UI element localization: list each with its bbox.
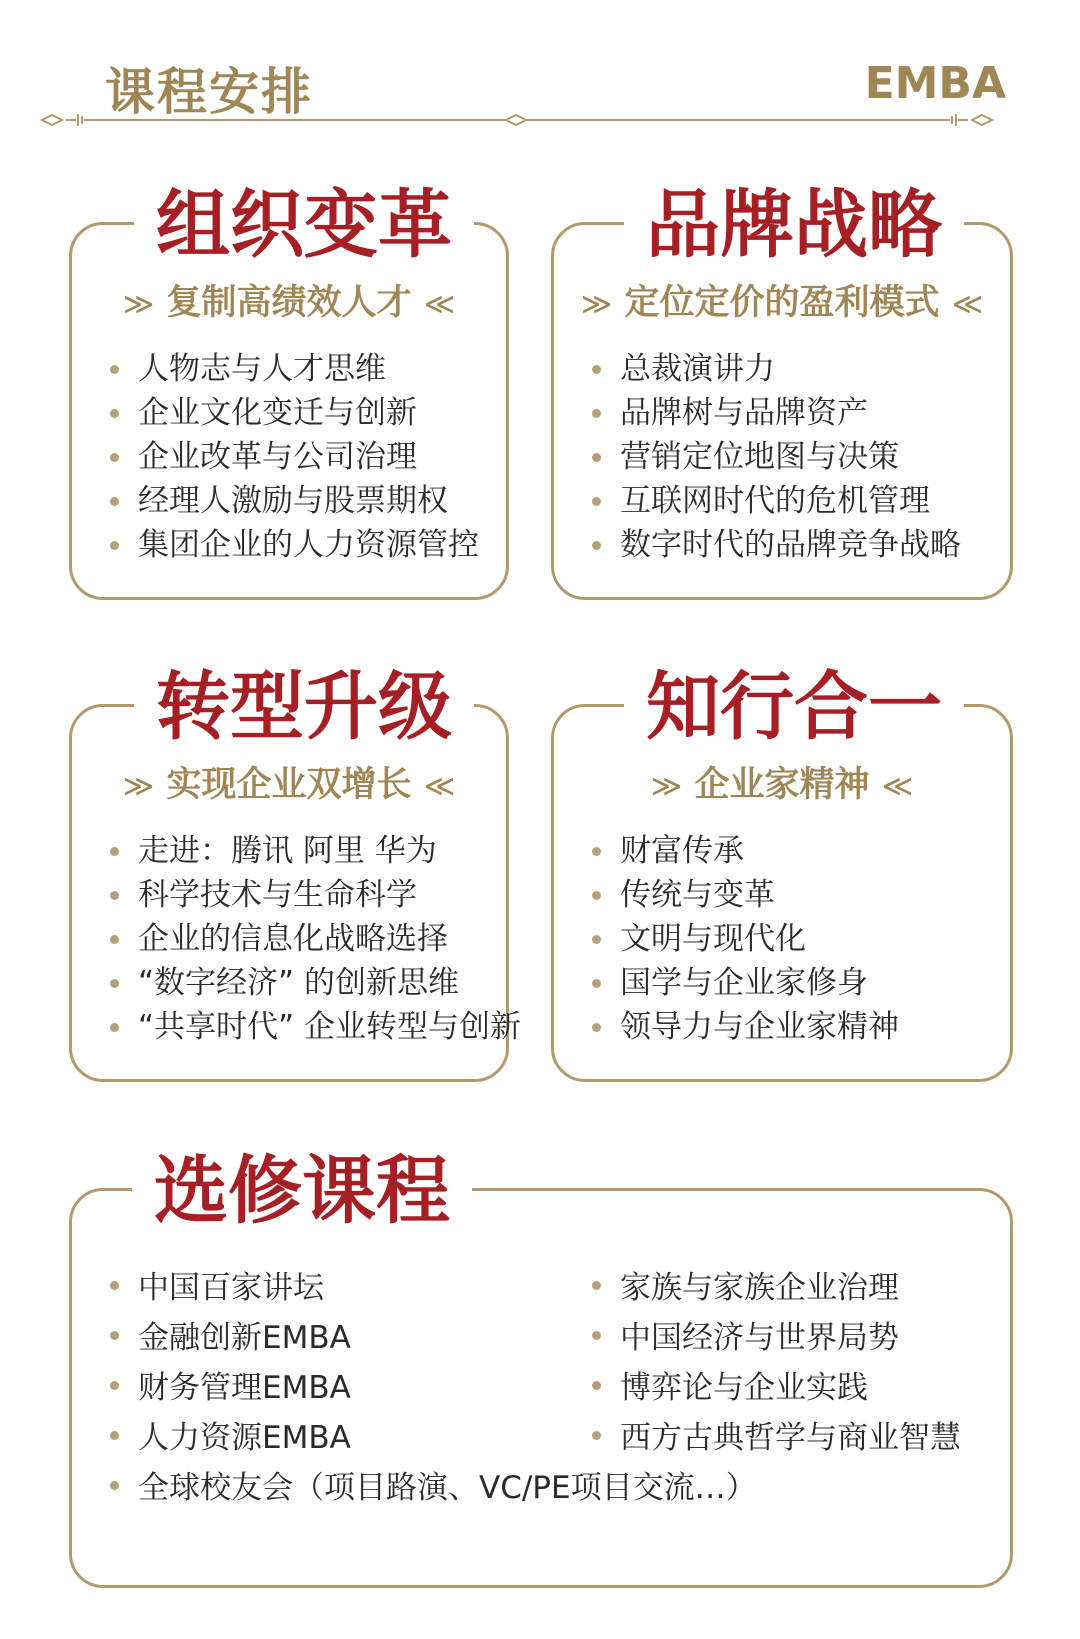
double-chevron-left-icon: ≪ — [951, 287, 984, 322]
double-chevron-right-icon: ≫ — [650, 769, 683, 804]
course-list — [592, 829, 899, 1049]
card-title: 选修课程 — [132, 1143, 472, 1239]
list-item: “共享时代” 企业转型与创新 — [110, 1005, 521, 1049]
list-item: 国学与企业家修身 — [592, 961, 899, 1005]
list-item: “数字经济” 的创新思维 — [110, 961, 521, 1005]
list-item: 企业的信息化战略选择 — [110, 917, 521, 961]
card-subtitle — [554, 275, 1010, 325]
ornamental-divider — [40, 112, 1040, 128]
list-item: 企业改革与公司治理 — [110, 435, 479, 479]
card-title: 品牌战略 — [624, 177, 964, 273]
list-item: 走进：腾讯 阿里 华为 — [110, 829, 521, 873]
list-item: 人物志与人才思维 — [110, 347, 479, 391]
course-list — [110, 829, 521, 1049]
course-card-unity — [551, 664, 1013, 1082]
list-item: 博弈论与企业实践 — [592, 1363, 961, 1413]
list-item: 全球校友会（项目路演、VC/PE项目交流…） — [110, 1463, 757, 1513]
course-list — [592, 347, 961, 567]
list-item: 经理人激励与股票期权 — [110, 479, 479, 523]
course-card-transformation — [69, 664, 521, 1082]
list-item: 传统与变革 — [592, 873, 899, 917]
list-item: 人力资源EMBA — [110, 1413, 757, 1463]
card-subtitle-text: 复制高绩效人才 — [166, 283, 412, 323]
list-item: 中国经济与世界局势 — [592, 1313, 961, 1363]
card-subtitle — [72, 275, 506, 325]
double-chevron-right-icon: ≫ — [122, 769, 155, 804]
course-list — [110, 347, 479, 567]
list-item: 中国百家讲坛 — [110, 1263, 757, 1313]
list-item: 品牌树与品牌资产 — [592, 391, 961, 435]
list-item: 数字时代的品牌竞争战略 — [592, 523, 961, 567]
card-subtitle — [72, 757, 506, 807]
list-item: 总裁演讲力 — [592, 347, 961, 391]
card-title: 转型升级 — [134, 659, 474, 755]
double-chevron-left-icon: ≪ — [423, 287, 456, 322]
list-item: 西方古典哲学与商业智慧 — [592, 1413, 961, 1463]
list-item: 家族与家族企业治理 — [592, 1263, 961, 1313]
double-chevron-left-icon: ≪ — [881, 769, 914, 804]
double-chevron-right-icon: ≫ — [122, 287, 155, 322]
list-item: 集团企业的人力资源管控 — [110, 523, 479, 567]
elective-courses-card — [69, 1148, 1013, 1588]
course-card-organization — [69, 182, 509, 600]
card-title: 组织变革 — [134, 177, 474, 273]
list-item: 文明与现代化 — [592, 917, 899, 961]
card-subtitle-text: 实现企业双增长 — [166, 765, 412, 805]
card-subtitle-text: 企业家精神 — [694, 765, 870, 805]
list-item: 营销定位地图与决策 — [592, 435, 961, 479]
card-title: 知行合一 — [624, 659, 964, 755]
course-card-brand — [551, 182, 1013, 600]
elective-list-right — [592, 1263, 961, 1463]
page-title: 课程安排 — [105, 63, 313, 121]
card-subtitle — [554, 757, 1010, 807]
list-item: 财富传承 — [592, 829, 899, 873]
list-item: 企业文化变迁与创新 — [110, 391, 479, 435]
list-item: 科学技术与生命科学 — [110, 873, 521, 917]
list-item: 互联网时代的危机管理 — [592, 479, 961, 523]
list-item: 金融创新EMBA — [110, 1313, 757, 1363]
double-chevron-right-icon: ≫ — [580, 287, 613, 322]
card-subtitle-text: 定位定价的盈利模式 — [624, 283, 940, 323]
list-item: 领导力与企业家精神 — [592, 1005, 899, 1049]
emba-tag: EMBA — [864, 58, 1006, 109]
double-chevron-left-icon: ≪ — [423, 769, 456, 804]
list-item: 财务管理EMBA — [110, 1363, 757, 1413]
